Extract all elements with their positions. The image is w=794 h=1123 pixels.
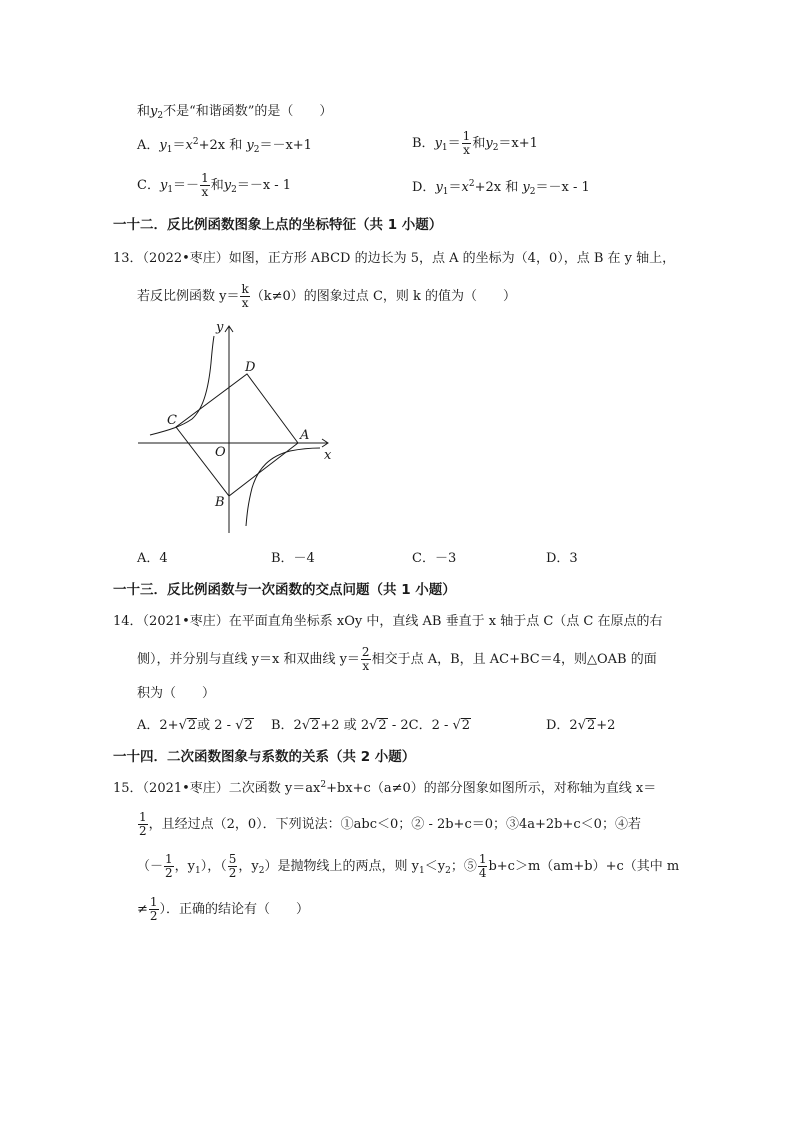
section-heading-14: 一十四．二次函数图象与系数的关系（共 2 小题） bbox=[113, 749, 416, 765]
q13-figure bbox=[130, 318, 350, 540]
q12-option-d: D．$y_1=x^2+2x$ 和 $y_2=-x - 1$ bbox=[412, 179, 590, 197]
q15-line-3: （－ $\frac{1}{2}$ ，$y_1$），（ $\frac{5}{2}$ ，$y_2$）是抛物线上的两点，则 $y_1<y_2$；⑤ $\frac{1}{4}$ b+c＞m（am+b）+c（其中 m bbox=[137, 852, 680, 880]
label-b: B bbox=[215, 495, 225, 510]
label-o: O bbox=[215, 445, 226, 460]
label-a: A bbox=[300, 428, 310, 443]
q13-option-d: D．3 bbox=[546, 551, 578, 566]
section-heading-13: 一十三．反比例函数与一次函数的交点问题（共 1 小题） bbox=[113, 582, 456, 598]
q14-line-2: 侧），并分别与直线 y＝x 和双曲线 y＝ $\frac{2}{x}$ 相交于点 A，B，且 AC+BC＝4，则△OAB 的面 bbox=[137, 645, 657, 673]
fraction: $\frac{k}{x}$ bbox=[241, 282, 249, 310]
q12-option-a: A．$y_1=x^2+2x$ 和 $y_2=-x+1$ bbox=[137, 137, 312, 155]
fraction: $\frac{2}{x}$ bbox=[361, 645, 370, 673]
fraction: $\frac{1}{2}$ bbox=[165, 852, 173, 880]
q15-line-4: ≠ $\frac{1}{2}$ ）．正确的结论有（ ） bbox=[137, 895, 310, 923]
hyperbola-branch-upper bbox=[150, 336, 214, 435]
square-abcd bbox=[176, 374, 298, 496]
q13-option-c: C．－3 bbox=[412, 551, 457, 566]
q13-option-b: B．－4 bbox=[271, 551, 315, 566]
fraction: $\frac{5}{2}$ bbox=[228, 852, 237, 880]
label-c: C bbox=[167, 413, 177, 428]
section-heading-12: 一十二．反比例函数图象上点的坐标特征（共 1 小题） bbox=[113, 217, 443, 233]
q12-option-c: C．$y_1=-$ $\frac{1}{x}$ 和$y_2=-x - 1$ bbox=[137, 171, 292, 199]
q15-line-2: $\frac{1}{2}$ ，且经过点（2，0）．下列说法：①abc＜0；② - 2b+c＝0；③4a+2b+c＜0；④若 bbox=[139, 810, 641, 838]
label-y: y bbox=[216, 320, 224, 335]
fraction: $\frac{1}{4}$ bbox=[478, 852, 487, 880]
q13-line-2: 若反比例函数 y＝ $\frac{k}{x}$ （k≠0）的图象过点 C，则 k 的值为（ ） bbox=[137, 282, 517, 310]
q14-option-a: A．2+√2或 2 - √2 bbox=[137, 718, 253, 733]
q12-option-b: B．$y_1=$ $\frac{1}{x}$ 和$y_2=x+1$ bbox=[412, 129, 538, 157]
label-x: x bbox=[324, 448, 332, 463]
q14-option-d: D．2√2+2 bbox=[546, 718, 616, 733]
q13-line-1: 13．（2022•枣庄）如图，正方形 ABCD 的边长为 5，点 A 的坐标为（4，0），点 B 在 y 轴上， bbox=[113, 251, 676, 266]
fraction: $\frac{1}{x}$ bbox=[201, 171, 209, 199]
q14-line-1: 14．（2021•枣庄）在平面直角坐标系 xOy 中，直线 AB 垂直于 x 轴于点 C（点 C 在原点的右 bbox=[113, 614, 663, 629]
hyperbola-branch-lower bbox=[246, 448, 320, 526]
fraction: $\frac{1}{2}$ bbox=[149, 895, 158, 923]
label-d: D bbox=[245, 360, 256, 375]
q14-line-3: 积为（ ） bbox=[137, 686, 216, 701]
q12-intro: 和$y_2$不是“和谐函数”的是（ ） bbox=[137, 104, 333, 121]
q13-option-a: A．4 bbox=[137, 551, 168, 566]
q15-line-1: 15．（2021•枣庄）二次函数 $y=ax^2+bx+c(a\ne 0)$的部分图象如图所示，对称轴为直线 x＝ bbox=[113, 780, 657, 796]
q14-option-b-c: B．2√2+2 或 2√2 - 2C．2 - √2 bbox=[271, 718, 471, 733]
fraction: $\frac{1}{x}$ bbox=[462, 129, 471, 157]
fraction: $\frac{1}{2}$ bbox=[139, 810, 147, 838]
